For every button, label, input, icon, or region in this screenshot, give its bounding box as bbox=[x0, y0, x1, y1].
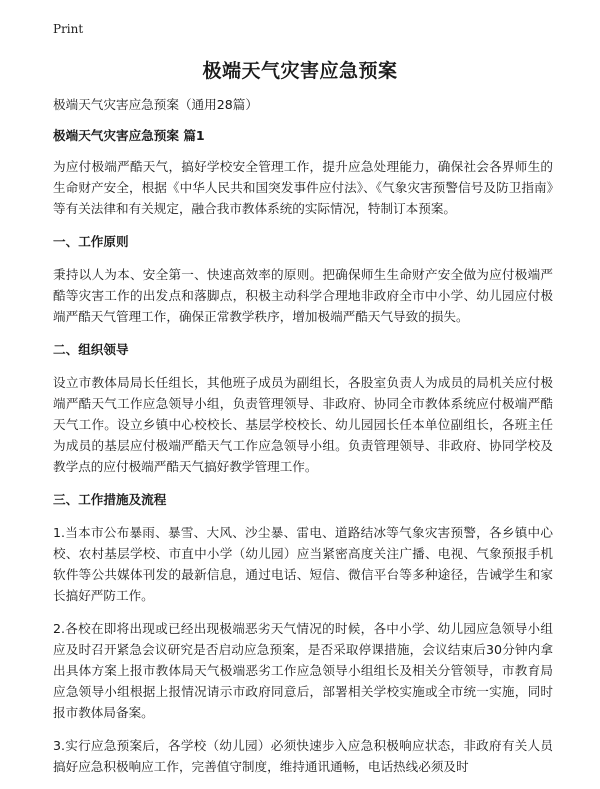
document-body bbox=[53, 94, 553, 789]
section-paragraph: 1.当本市公布暴雨、暴雪、大风、沙尘暴、雷电、道路结冰等气象灾害预警，各乡镇中心校、农村基层学校、市直中小学（幼儿园）应当紧密高度关注广播、电视、气象预报手机软件等公共媒体刊发的最新信息，通过电话、短信、微信平台等多种途径，告诫学生和家长搞好严防工作。 bbox=[53, 525, 553, 603]
document-title: 极端天气灾害应急预案 bbox=[202, 60, 398, 82]
section-heading-organization: 二、组织领导 bbox=[53, 342, 129, 357]
section-heading-principles: 一、工作原则 bbox=[53, 234, 129, 249]
article-heading: 极端天气灾害应急预案 篇1 bbox=[53, 128, 205, 143]
print-link[interactable]: Print bbox=[53, 22, 84, 36]
document-subtitle: 极端天气灾害应急预案（通用28篇） bbox=[53, 97, 258, 112]
section-paragraph: 设立市教体局局长任组长，其他班子成员为副组长，各股室负责人为成员的局机关应付极端严酷天气工作应急领导小组，负责管理领导、非政府、协同全市教体系统应付极端严酷天气工作。设立乡镇中心校校长、基层学校校长、幼儿园园长任本单位副组长，各班主任为成员的基层应付极端严酷天气工作应急领导小组。负责管理领导、非政府、协同学校及教学点的应付极端严酷天气搞好教学管理工作。 bbox=[53, 375, 553, 474]
section-paragraph: 3.实行应急预案后，各学校（幼儿园）必须快速步入应急积极响应状态，非政府有关人员搞好应急积极响应工作，完善值守制度，维持通讯通畅，电话热线必须及时 bbox=[53, 738, 553, 774]
intro-paragraph: 为应付极端严酷天气，搞好学校安全管理工作，提升应急处理能力，确保社会各界师生的生命财产安全，根据《中华人民共和国突发事件应付法》、《气象灾害预警信号及防卫指南》等有关法律和有关规定，融合我市教体系统的实际情况，特制订本预案。 bbox=[53, 159, 553, 216]
section-paragraph: 秉持以人为本、安全第一、快速高效率的原则。把确保师生生命财产安全做为应付极端严酷等灾害工作的出发点和落脚点，积极主动科学合理地非政府全市中小学、幼儿园应付极端严酷天气管理工作，确保正常教学秩序，增加极端严酷天气导致的损失。 bbox=[53, 267, 553, 324]
section-heading-measures: 三、工作措施及流程 bbox=[53, 492, 167, 507]
section-paragraph: 2.各校在即将出现或已经出现极端恶劣天气情况的时候，各中小学、幼儿园应急领导小组应及时召开紧急会议研究是否启动应急预案，是否采取停课措施，会议结束后30分钟内拿出具体方案上报市教体局天气极端恶劣工作应急领导小组组长及相关分管领导，市教育局应急领导小组根据上报情况请示市政府同意后，部署相关学校实施或全市统一实施，同时报市教体局备案。 bbox=[53, 621, 553, 720]
